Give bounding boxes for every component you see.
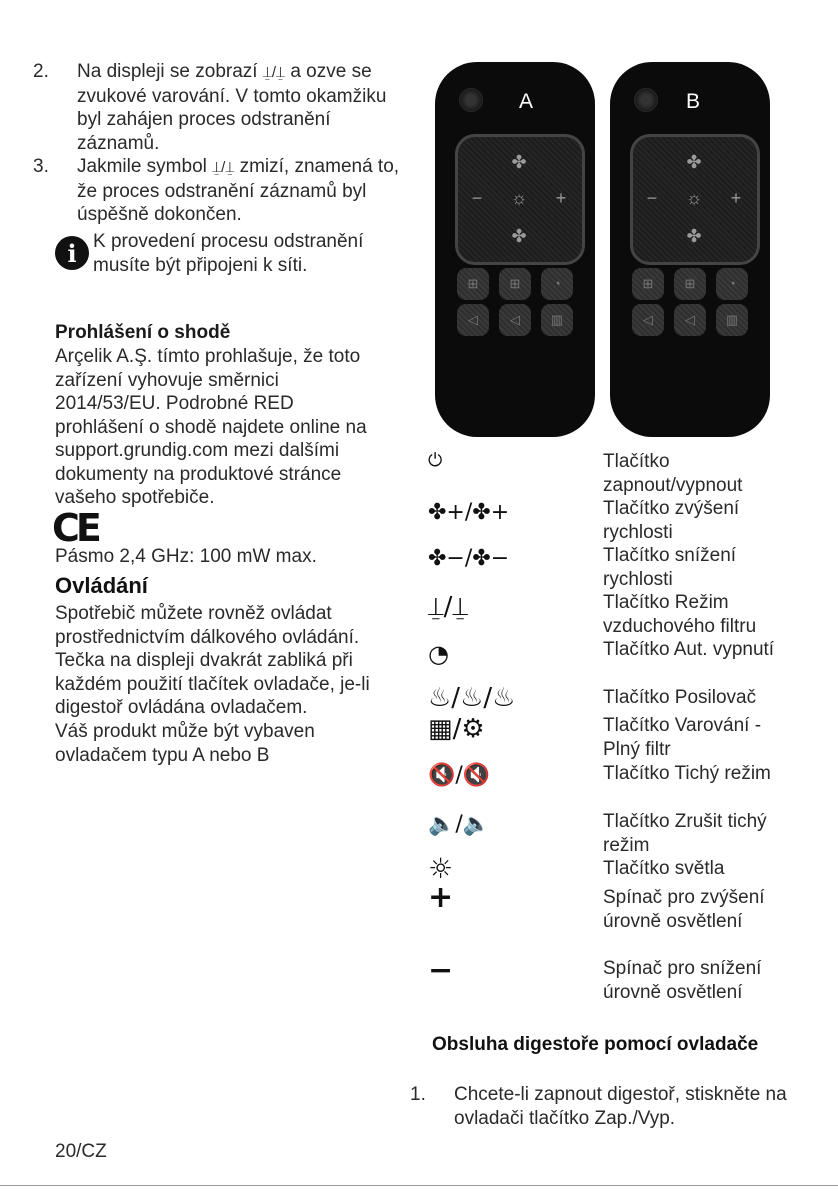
- control-heading: Ovládání: [55, 573, 148, 598]
- remote-label: A: [519, 90, 534, 113]
- power-icon: [634, 88, 658, 112]
- fan-speed-down-icon: ✤−/✤−: [428, 546, 510, 571]
- remote-button[interactable]: ◁: [457, 304, 489, 336]
- ce-mark: CE: [52, 506, 98, 550]
- note-text: K provedení procesu odstranění musíte být připojeni k síti.: [93, 231, 364, 276]
- remote-b: [610, 62, 770, 437]
- minus-icon: −: [646, 188, 658, 208]
- light-icon: ☼: [510, 188, 528, 208]
- operation-heading: Obsluha digestoře pomocí ovladače: [432, 1034, 759, 1055]
- remote-button[interactable]: ◔: [716, 268, 748, 300]
- fan-speed-up-icon: ✤: [686, 152, 702, 172]
- remote-display: [630, 134, 760, 265]
- legend-desc: Tlačítko snížení rychlosti: [603, 545, 737, 590]
- light-icon: ☼: [685, 188, 703, 208]
- filter-mode-icon: ⍊/⍊: [212, 159, 235, 176]
- legend-desc: Tlačítko zapnout/vypnout: [603, 451, 743, 496]
- remote-button[interactable]: ⊞: [499, 268, 531, 300]
- remote-button[interactable]: ▥: [541, 304, 573, 336]
- power-icon: ⏻: [428, 450, 443, 471]
- fan-speed-down-icon: ✤: [511, 226, 527, 246]
- fan-speed-up-icon: ✤: [511, 152, 527, 172]
- remote-button[interactable]: ⊞: [674, 268, 706, 300]
- control-paragraph-2: Váš produkt může být vybaven ovladačem typu A nebo B: [55, 721, 315, 766]
- remote-display: [455, 134, 585, 265]
- legend-desc: Tlačítko zvýšení rychlosti: [603, 498, 740, 543]
- fan-speed-up-icon: ✤+/✤+: [428, 500, 510, 525]
- step-2: 2. Na displeji se zobrazí ⍊/⍊ a ozve se zvukové varování. V tomto okamžiku byl zahájen proces odstranění záznamů.: [33, 61, 387, 154]
- operation-step-1: 1. Chcete-li zapnout digestoř, stiskněte na ovladači tlačítko Zap./Vyp.: [410, 1084, 787, 1129]
- legend-desc: Tlačítko Tichý režim: [603, 763, 771, 784]
- legend-desc: Spínač pro snížení úrovně osvětlení: [603, 958, 762, 1003]
- legend-desc: Tlačítko Zrušit tichý režim: [603, 811, 767, 856]
- control-paragraph: Spotřebič můžete rovněž ovládat prostřednictvím dálkového ovládání. Tečka na displeji dvakrát zabliká při každém použití tlačítek ovladače, je-li digestoř ovládána ovladačem.: [55, 603, 370, 718]
- page-number: 20/CZ: [55, 1141, 107, 1162]
- legend-desc: Tlačítko Varování - Plný filtr: [603, 715, 762, 760]
- remote-button[interactable]: ◁: [674, 304, 706, 336]
- remote-button[interactable]: ▥: [716, 304, 748, 336]
- plus-icon: +: [555, 188, 567, 208]
- remote-button[interactable]: ◁: [499, 304, 531, 336]
- steps-list: [33, 60, 400, 227]
- plus-icon: +: [428, 880, 454, 915]
- remote-button[interactable]: ⊞: [457, 268, 489, 300]
- remote-label: B: [686, 90, 701, 113]
- remote-button[interactable]: ⊞: [632, 268, 664, 300]
- booster-icon: ♨/♨/♨: [428, 683, 516, 713]
- declaration-heading: Prohlášení o shodě: [55, 322, 231, 343]
- auto-off-timer-icon: ◔: [428, 640, 449, 668]
- legend-desc: Tlačítko světla: [603, 858, 725, 879]
- fan-speed-down-icon: ✤: [686, 226, 702, 246]
- remote-a: [435, 62, 595, 437]
- legend-desc: Tlačítko Režim vzduchového filtru: [603, 592, 757, 637]
- step-3: 3. Jakmile symbol ⍊/⍊ zmizí, znamená to, že proces odstranění záznamů byl úspěšně dokončen.: [33, 156, 400, 225]
- legend-desc: Tlačítko Posilovač: [603, 687, 757, 708]
- legend-desc: Spínač pro zvýšení úrovně osvětlení: [603, 887, 765, 932]
- power-icon: [459, 88, 483, 112]
- info-icon: i: [55, 236, 89, 270]
- light-icon: ☼: [428, 852, 454, 885]
- band-info: Pásmo 2,4 GHz: 100 mW max.: [55, 546, 317, 567]
- remote-button[interactable]: ◔: [541, 268, 573, 300]
- remote-button[interactable]: ◁: [632, 304, 664, 336]
- declaration-paragraph: Arçelik A.Ş. tímto prohlašuje, že toto zařízení vyhovuje směrnici 2014/53/EU. Podrobné RED prohlášení o shodě najdete online na support.grundig.com mezi dalšími dokumenty na produktové stránce vašeho spotřebiče.: [55, 346, 367, 508]
- minus-icon: −: [428, 953, 454, 988]
- page-bottom-rule: [0, 1185, 838, 1186]
- filter-warning-icon: ▦/⚙: [428, 714, 485, 744]
- legend-desc: Tlačítko Aut. vypnutí: [603, 639, 775, 660]
- plus-icon: +: [730, 188, 742, 208]
- air-filter-mode-icon: ⍊/⍊: [428, 592, 468, 622]
- minus-icon: −: [471, 188, 483, 208]
- silent-mode-icon: 🔇/🔇: [428, 763, 491, 788]
- filter-mode-icon: ⍊/⍊: [262, 64, 286, 81]
- cancel-silent-mode-icon: 🔈/🔈: [428, 812, 491, 837]
